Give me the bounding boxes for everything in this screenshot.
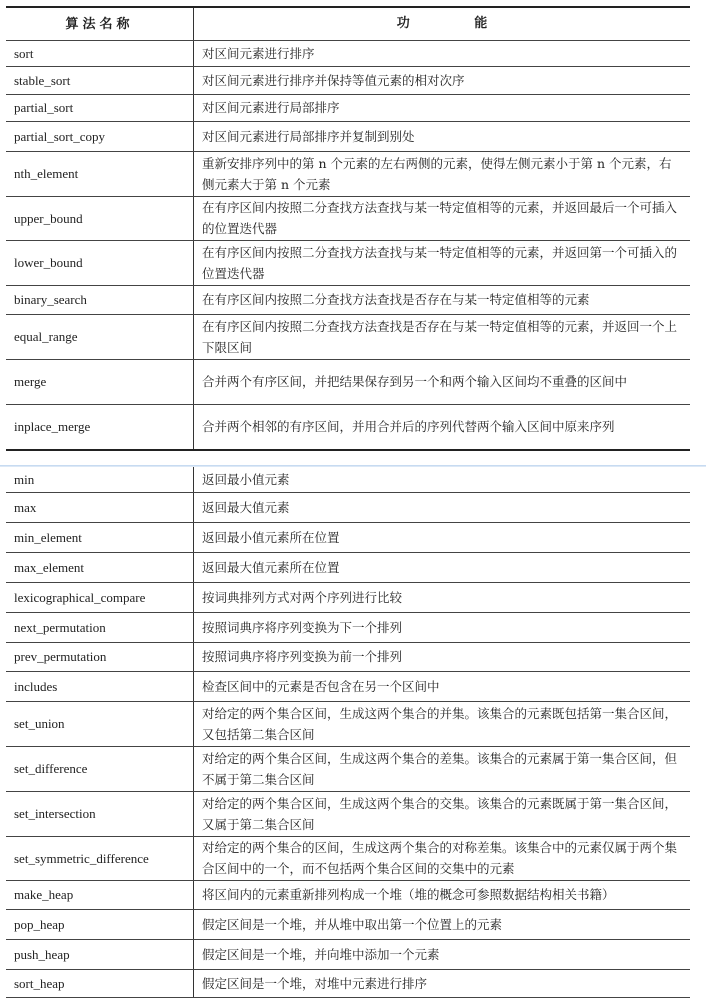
algorithm-description: 返回最小值元素所在位置 [194,522,691,552]
table-row [6,467,690,492]
algorithm-description: 对给定的两个集合区间，生成这两个集合的并集。该集合的元素既包括第一集合区间，又包括第二集合区间 [194,701,691,746]
table-row [6,909,690,939]
table-row [6,40,690,66]
algorithm-description: 返回最大值元素 [194,492,691,522]
algorithm-table-part1 [6,6,690,451]
algorithm-description: 对区间元素进行局部排序 [194,94,691,121]
algorithm-description: 假定区间是一个堆，并向堆中添加一个元素 [194,939,691,969]
table-row [6,939,690,969]
table-row [6,196,690,240]
algorithm-name: sort [6,40,194,66]
table-row [6,791,690,836]
header-function: 功 能 [194,7,691,40]
algorithm-name: set_union [6,701,194,746]
algorithm-description: 对区间元素进行局部排序并复制到别处 [194,121,691,151]
table-row [6,66,690,94]
algorithm-description: 返回最小值元素 [194,467,691,492]
algorithm-name: max_element [6,552,194,582]
algorithm-description: 对给定的两个集合的区间，生成这两个集合的对称差集。该集合中的元素仅属于两个集合区间中的一个，而不包括两个集合区间的交集中的元素 [194,836,691,880]
algorithm-name: set_intersection [6,791,194,836]
algorithm-name: min_element [6,522,194,552]
algorithm-description: 将区间内的元素重新排列构成一个堆（堆的概念可参照数据结构相关书籍） [194,880,691,909]
algorithm-name: lexicographical_compare [6,582,194,612]
algorithm-name: sort_heap [6,969,194,997]
algorithm-name: min [6,467,194,492]
table-row [6,285,690,314]
table-row [6,492,690,522]
algorithm-name: push_heap [6,939,194,969]
table-row [6,359,690,404]
algorithm-description: 合并两个有序区间，并把结果保存到另一个和两个输入区间均不重叠的区间中 [194,359,691,404]
table-row [6,552,690,582]
algorithm-name: prev_permutation [6,642,194,671]
table-row [6,151,690,196]
algorithm-description: 对给定的两个集合区间，生成这两个集合的交集。该集合的元素既属于第一集合区间，又属于第二集合区间 [194,791,691,836]
table-row [6,880,690,909]
table-row [6,314,690,359]
algorithm-name: set_symmetric_difference [6,836,194,880]
table-row [6,121,690,151]
algorithm-name: make_heap [6,880,194,909]
algorithm-name: stable_sort [6,66,194,94]
table-row [6,404,690,450]
table-row [6,642,690,671]
algorithm-description: 按照词典序将序列变换为下一个排列 [194,612,691,642]
algorithm-name: binary_search [6,285,194,314]
table-row [6,836,690,880]
algorithm-description: 重新安排序列中的第 n 个元素的左右两侧的元素，使得左侧元素小于第 n 个元素，右侧元素大于第 n 个元素 [194,151,691,196]
algorithm-name: equal_range [6,314,194,359]
algorithm-name: pop_heap [6,909,194,939]
algorithm-description: 对区间元素进行排序并保持等值元素的相对次序 [194,66,691,94]
table-row [6,612,690,642]
algorithm-description: 在有序区间内按照二分查找方法查找与某一特定值相等的元素，并返回第一个可插入的位置迭代器 [194,240,691,285]
table-row [6,522,690,552]
algorithm-description: 返回最大值元素所在位置 [194,552,691,582]
algorithm-name: next_permutation [6,612,194,642]
algorithm-table-part2 [6,467,690,998]
algorithm-name: set_difference [6,746,194,791]
algorithm-name: nth_element [6,151,194,196]
algorithm-name: upper_bound [6,196,194,240]
algorithm-name: max [6,492,194,522]
header-algorithm-name: 算法名称 [6,7,194,40]
algorithm-description: 对给定的两个集合区间，生成这两个集合的差集。该集合的元素属于第一集合区间，但不属于第二集合区间 [194,746,691,791]
algorithm-name: includes [6,671,194,701]
algorithm-description: 在有序区间内按照二分查找方法查找是否存在与某一特定值相等的元素，并返回一个上下限区间 [194,314,691,359]
algorithm-description: 假定区间是一个堆，对堆中元素进行排序 [194,969,691,997]
algorithm-name: partial_sort_copy [6,121,194,151]
algorithm-name: lower_bound [6,240,194,285]
table-row [6,94,690,121]
algorithm-description: 检查区间中的元素是否包含在另一个区间中 [194,671,691,701]
table-header [6,7,690,40]
algorithm-description: 对区间元素进行排序 [194,40,691,66]
algorithm-name: partial_sort [6,94,194,121]
algorithm-description: 按词典排列方式对两个序列进行比较 [194,582,691,612]
table-row [6,240,690,285]
algorithm-name: inplace_merge [6,404,194,450]
algorithm-description: 假定区间是一个堆，并从堆中取出第一个位置上的元素 [194,909,691,939]
table-row [6,582,690,612]
table-row [6,701,690,746]
algorithm-description: 合并两个相邻的有序区间，并用合并后的序列代替两个输入区间中原来序列 [194,404,691,450]
algorithm-name: merge [6,359,194,404]
table-row [6,969,690,997]
table-row [6,746,690,791]
algorithm-description: 按照词典序将序列变换为前一个排列 [194,642,691,671]
algorithm-description: 在有序区间内按照二分查找方法查找与某一特定值相等的元素，并返回最后一个可插入的位置迭代器 [194,196,691,240]
table-row [6,671,690,701]
algorithm-description: 在有序区间内按照二分查找方法查找是否存在与某一特定值相等的元素 [194,285,691,314]
